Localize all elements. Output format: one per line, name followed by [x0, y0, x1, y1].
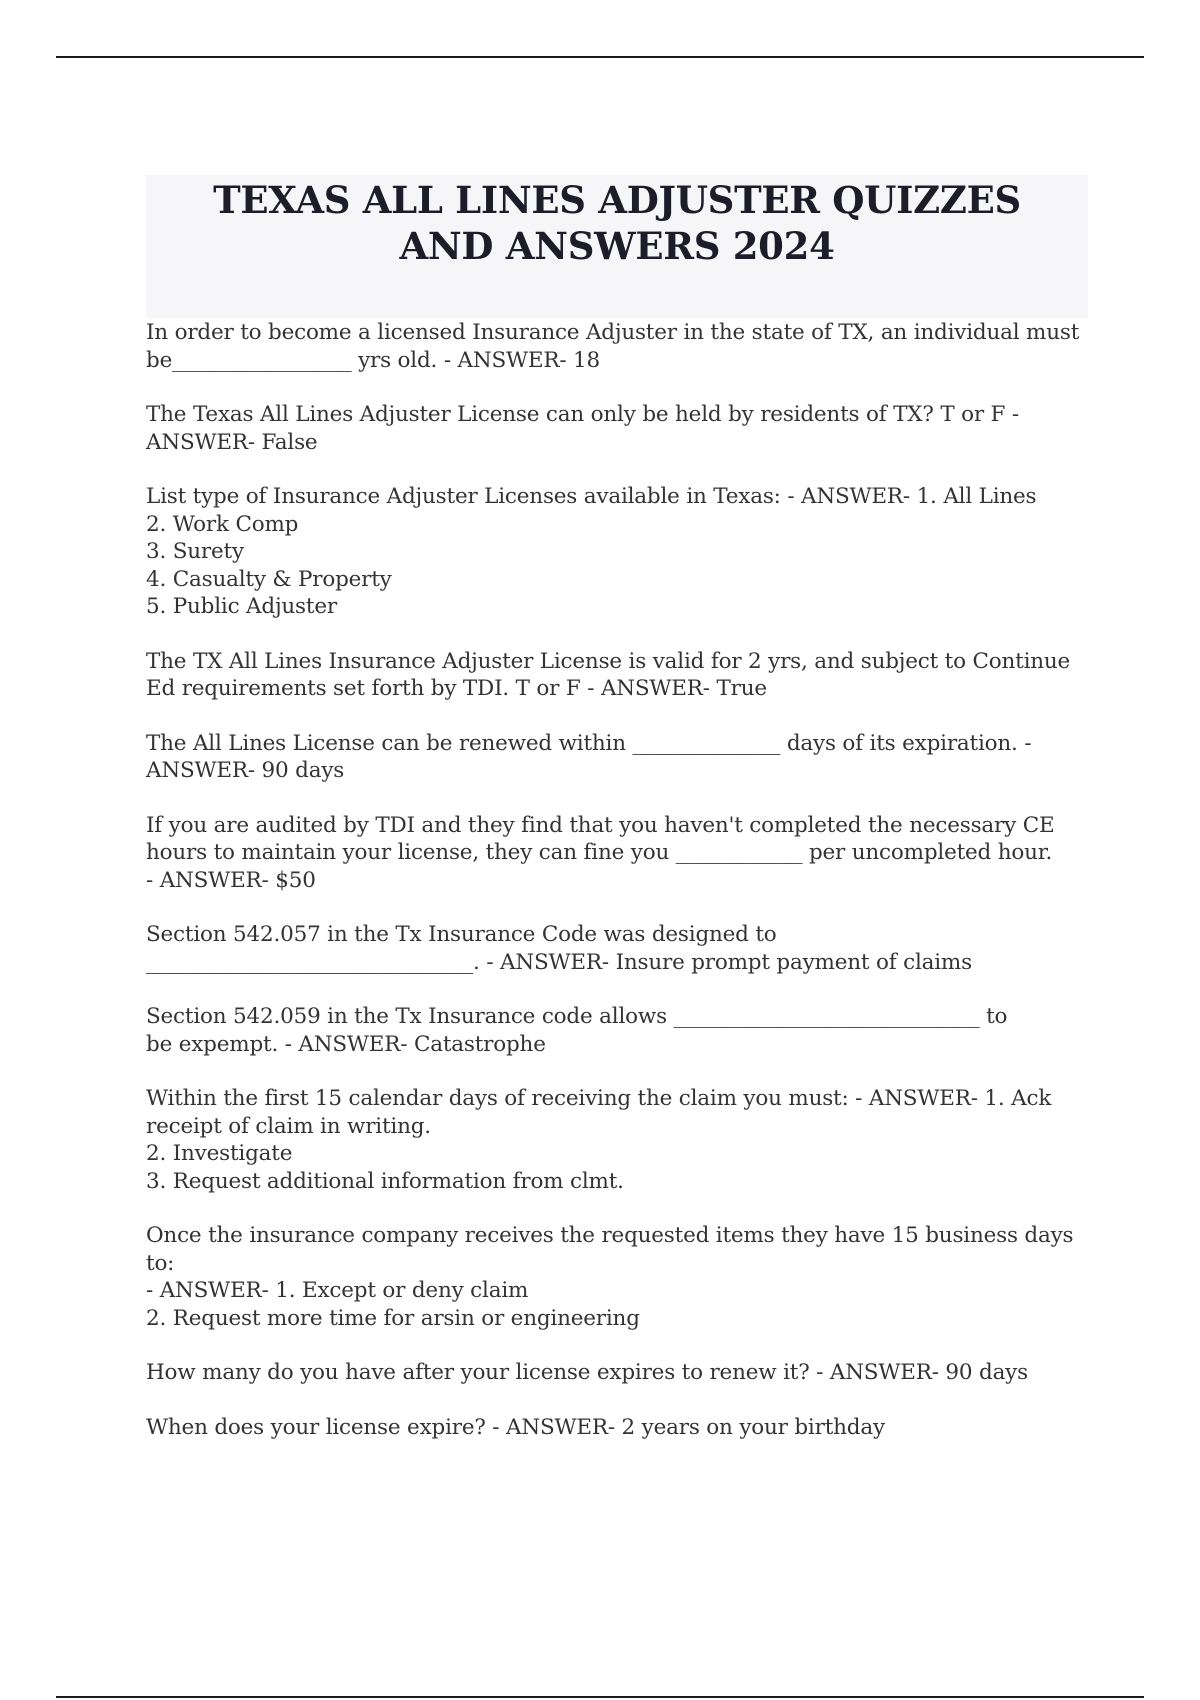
qa-item: [146, 730, 1096, 785]
qa-item: [146, 648, 1096, 703]
qa-line: 2. Investigate: [146, 1141, 293, 1166]
qa-list: [146, 319, 1096, 1468]
qa-line: _______________________________. - ANSWER- Insure prompt payment of claims: [146, 949, 972, 975]
qa-line: The All Lines License can be renewed within ______________ days of its expiration. -: [146, 730, 1032, 756]
top-rule: [56, 56, 1144, 58]
qa-item: [146, 1222, 1096, 1332]
qa-line: hours to maintain your license, they can fine you ____________ per uncompleted hour.: [146, 840, 1053, 865]
qa-line: 4. Casualty & Property: [146, 566, 392, 592]
qa-line: Section 542.057 in the Tx Insurance Code was designed to: [146, 922, 777, 947]
qa-item: [146, 812, 1096, 895]
qa-line: ANSWER- 90 days: [146, 758, 345, 783]
qa-line: receipt of claim in writing.: [146, 1113, 431, 1139]
qa-line: be_________________ yrs old. - ANSWER- 18: [146, 347, 601, 373]
qa-line: If you are audited by TDI and they find that you haven't completed the necessary CE: [146, 812, 1055, 838]
qa-line: Once the insurance company receives the requested items they have 15 business days to:: [146, 1223, 1081, 1276]
qa-line: The TX All Lines Insurance Adjuster License is valid for 2 yrs, and subject to Continue: [146, 648, 1071, 674]
qa-line: be expempt. - ANSWER- Catastrophe: [146, 1031, 546, 1057]
qa-item: [146, 483, 1096, 621]
qa-item: [146, 1085, 1096, 1195]
qa-line: 2. Request more time for arsin or engineering: [146, 1305, 640, 1331]
qa-line: Section 542.059 in the Tx Insurance code allows _____________________________ to: [146, 1004, 1008, 1029]
qa-line: 3. Request additional information from clmt.: [146, 1168, 624, 1194]
title-banner: [146, 175, 1088, 318]
qa-line: - ANSWER- $50: [146, 867, 316, 893]
qa-item: [146, 921, 1096, 976]
qa-line: 5. Public Adjuster: [146, 594, 337, 619]
qa-item: [146, 1003, 1096, 1058]
bottom-rule: [56, 1696, 1144, 1698]
qa-line: When does your license expire? - ANSWER- 2 years on your birthday: [146, 1414, 885, 1440]
qa-line: ANSWER- False: [146, 429, 318, 455]
qa-line: Within the first 15 calendar days of receiving the claim you must: - ANSWER- 1. Ack: [146, 1086, 1052, 1111]
qa-line: How many do you have after your license expires to renew it? - ANSWER- 90 days: [146, 1360, 1028, 1385]
qa-item: [146, 1414, 1096, 1442]
qa-line: The Texas All Lines Adjuster License can only be held by residents of TX? T or F -: [146, 402, 1019, 427]
qa-line: Ed requirements set forth by TDI. T or F - ANSWER- True: [146, 676, 767, 701]
document-title: TEXAS ALL LINES ADJUSTER QUIZZES AND ANSWERS 2024: [213, 178, 1021, 268]
qa-line: List type of Insurance Adjuster Licenses available in Texas: - ANSWER- 1. All Lines: [146, 484, 1037, 509]
qa-line: 2. Work Comp: [146, 511, 299, 537]
qa-line: - ANSWER- 1. Except or deny claim: [146, 1278, 529, 1303]
qa-item: [146, 319, 1096, 374]
qa-line: In order to become a licensed Insurance Adjuster in the state of TX, an individual must: [146, 320, 1080, 345]
qa-item: [146, 1359, 1096, 1387]
qa-item: [146, 401, 1096, 456]
qa-line: 3. Surety: [146, 539, 244, 564]
